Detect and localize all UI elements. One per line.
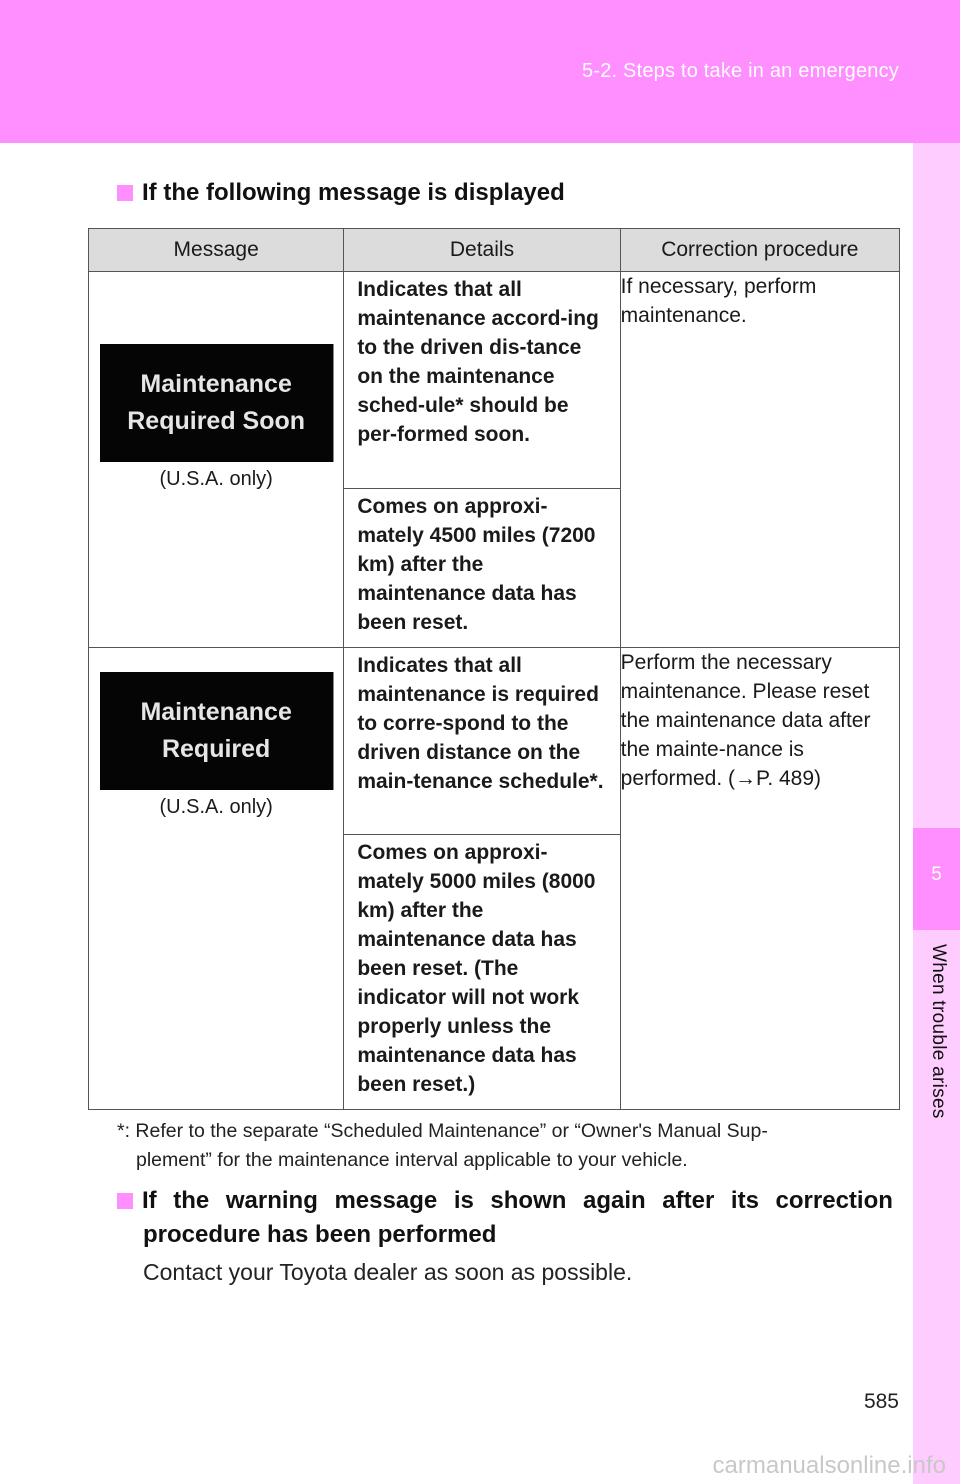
heading-word: again [583,1187,646,1214]
display-line: Required Soon [127,407,306,435]
heading-word: shown [490,1187,567,1214]
page-number: 585 [863,1390,899,1413]
footnote-line: *: Refer to the separate “Scheduled Maintenance” or “Owner's Manual Sup- [117,1120,768,1142]
message-cell [89,648,344,1110]
heading-word: its [730,1187,759,1214]
heading-word: If [142,1187,157,1214]
region-note: (U.S.A. only) [159,468,273,490]
heading-word: the [173,1187,210,1214]
heading-line [117,1184,893,1218]
correction-cell [620,648,899,1110]
section-heading-2 [117,1184,893,1252]
display-line: Maintenance [140,698,292,726]
details-text: Comes on approxi-mately 4500 miles (7200 km) after the maintenance data has been reset. [357,495,596,634]
correction-cell [620,272,899,648]
table-header-row [89,229,900,272]
chapter-label: When trouble arises [928,944,949,1119]
section-heading-text: If the following message is displayed [142,179,565,206]
display-screen [100,344,333,462]
heading-word: correction [775,1187,893,1214]
square-bullet-icon [117,1193,133,1209]
details-cell [344,272,620,489]
section-heading [117,179,565,207]
details-cell [344,489,620,648]
heading-word: warning [225,1187,318,1214]
region-note: (U.S.A. only) [159,796,273,818]
details-cell [344,648,620,835]
details-text: Indicates that all maintenance accord-ing to the driven dis-tance on the maintenance sched-ule* should be per-formed soon. [357,278,599,446]
details-cell [344,835,620,1110]
heading-first-word [117,1184,157,1218]
heading-word: message [334,1187,438,1214]
square-bullet-icon [117,185,133,201]
heading-word: is [453,1187,474,1214]
details-text: Indicates that all maintenance is required to corre-spond to the driven distance on the main-tenance schedule*. [357,654,604,793]
body-text: Contact your Toyota dealer as soon as possible. [143,1259,633,1285]
section-title: 5-2. Steps to take in an emergency [582,60,899,82]
correction-text: If necessary, perform maintenance. [620,275,817,327]
correction-text: Perform the necessary maintenance. Please reset the maintenance data after the mainte-nance is performed. (→P. 489) [620,651,871,790]
display-screen [100,672,333,790]
footnote [117,1117,897,1175]
column-header-message: Message [89,229,344,272]
heading-word: after [662,1187,715,1214]
watermark: carmanualsonline.info [712,1452,946,1479]
table-row [89,272,900,489]
display-line: Maintenance [140,370,292,398]
heading-line: procedure has been performed [143,1221,497,1248]
message-table [88,228,900,1110]
column-header-details: Details [344,229,620,272]
column-header-correction: Correction procedure [620,229,899,272]
side-strip [913,143,960,1484]
footnote-line: plement” for the maintenance interval applicable to your vehicle. [136,1149,688,1171]
table-row [89,648,900,835]
display-line: Required [161,735,271,763]
chapter-number: 5 [931,864,942,885]
details-text: Comes on approxi-mately 5000 miles (8000 km) after the maintenance data has been reset. (The indicator will not work properly unless the maintenance data has been reset.) [357,841,596,1096]
message-cell [89,272,344,648]
